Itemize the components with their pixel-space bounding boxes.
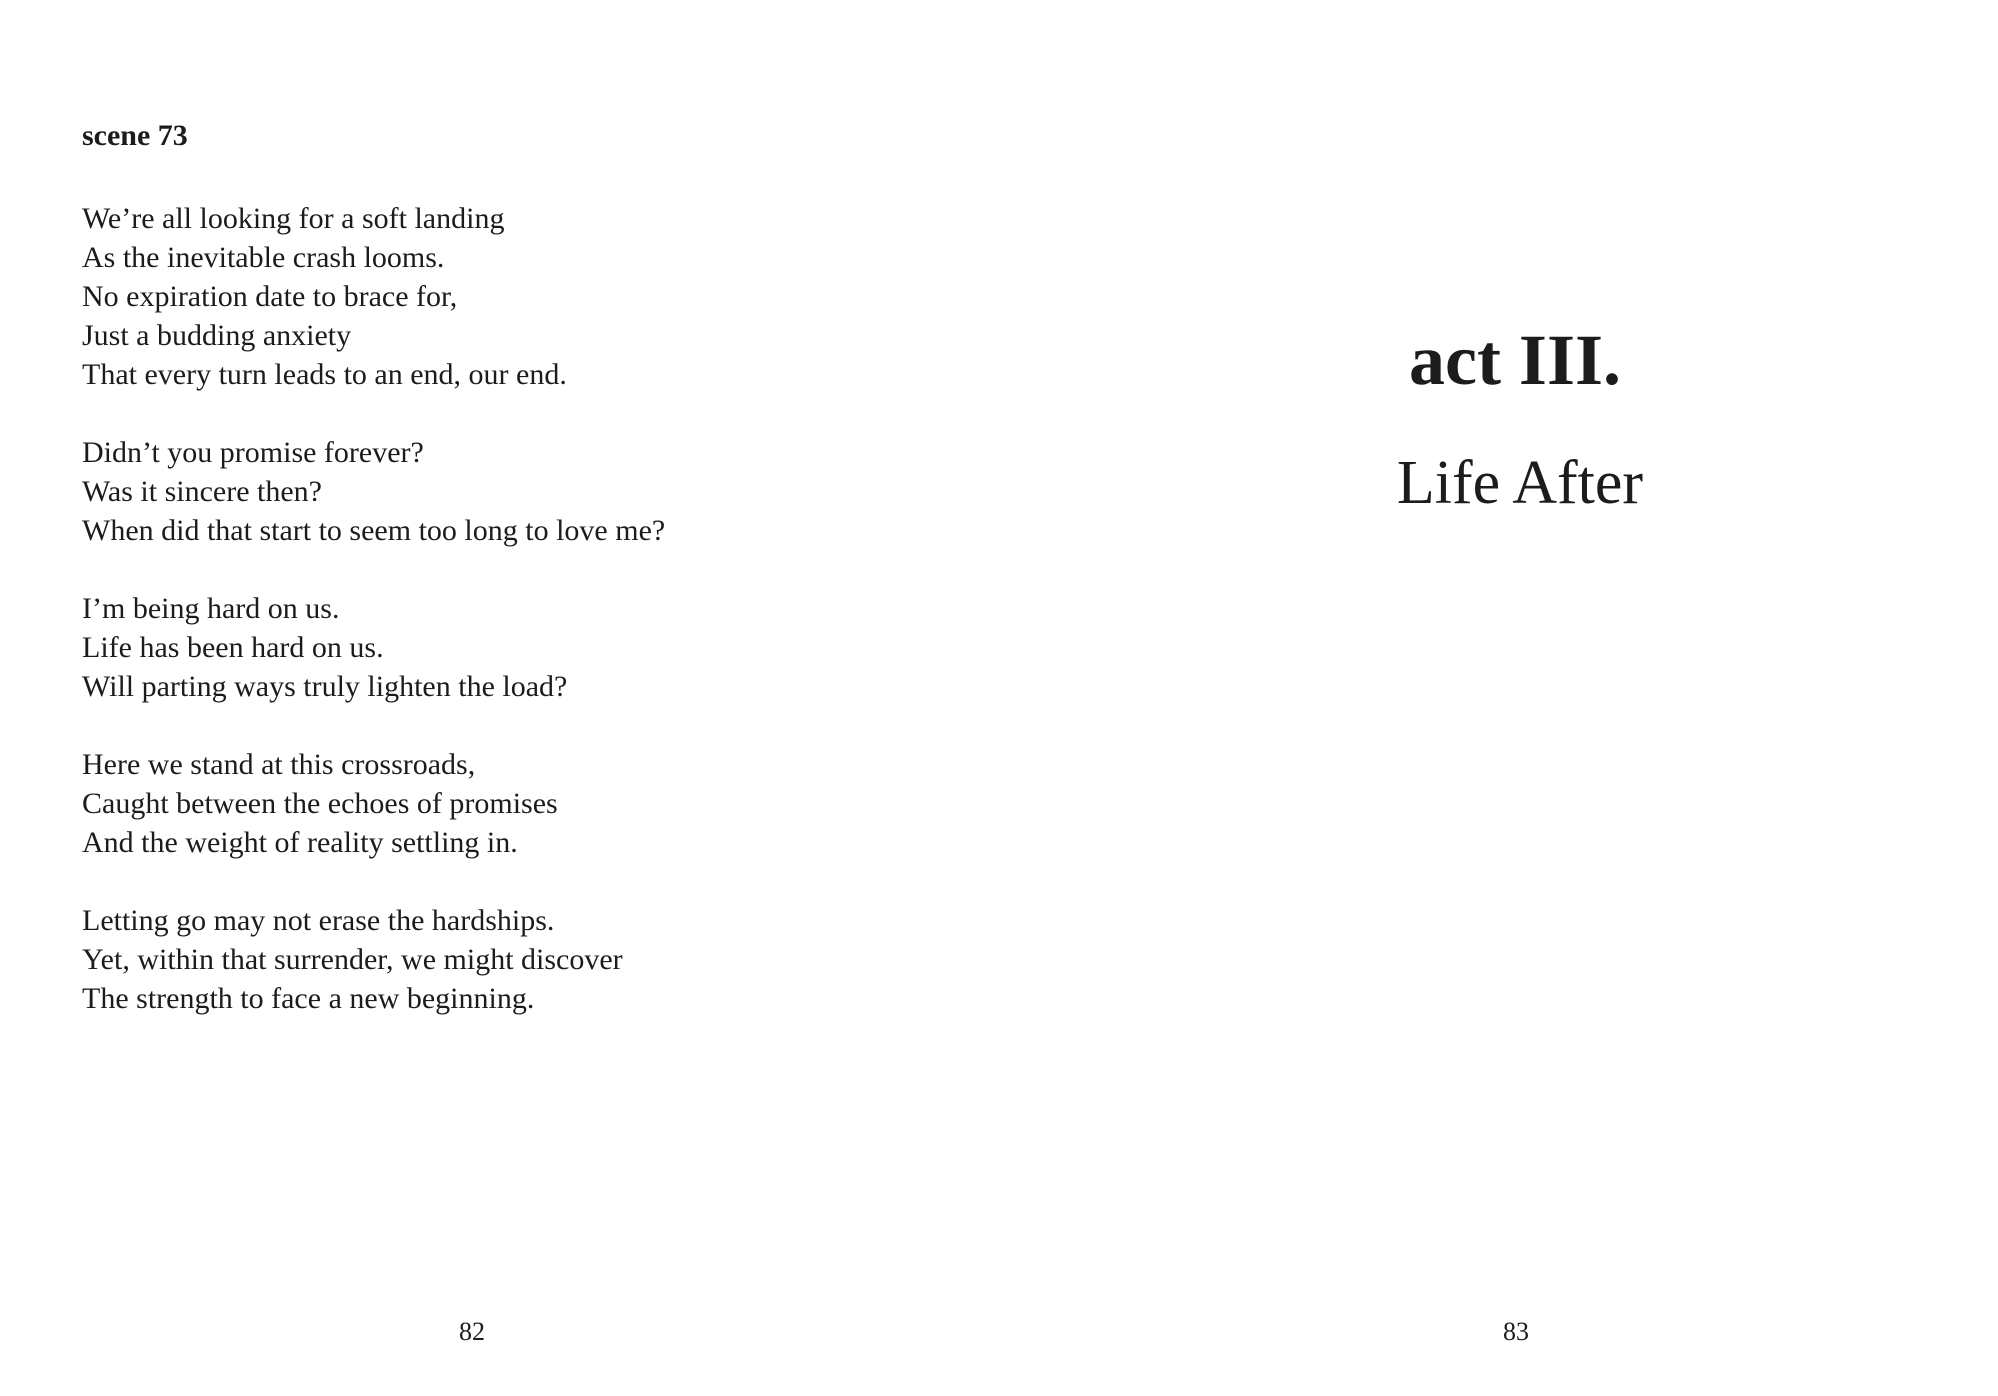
poem-line: Letting go may not erase the hardships. [82,904,555,937]
stanza-4 [82,745,665,862]
poem-line: Didn’t you promise forever? [82,436,424,469]
right-page [999,0,1998,1396]
page-number-right: 83 [1503,1317,1529,1346]
act-subtitle: Life After [1396,449,1644,517]
poem-line: When did that start to seem too long to love me? [82,514,666,547]
poem-line: I’m being hard on us. [82,592,340,625]
poem-line: Here we stand at this crossroads, [82,748,476,781]
poem-title: scene 73 [82,119,188,152]
stanza-1 [82,199,665,394]
poem-line: Caught between the echoes of promises [82,787,558,820]
poem-line: No expiration date to brace for, [82,280,458,313]
poem-line: The strength to face a new beginning. [82,982,535,1015]
poem-line: Just a budding anxiety [82,319,352,352]
poem-body [82,199,665,1018]
poem-line: We’re all looking for a soft landing [82,202,505,235]
poem-line: As the inevitable crash looms. [82,241,445,274]
stanza-2 [82,433,665,550]
poem-line: Will parting ways truly lighten the load? [82,670,568,703]
stanza-3 [82,589,665,706]
page-number-left: 82 [459,1317,485,1346]
poem-line: Was it sincere then? [82,475,322,508]
poem-line: That every turn leads to an end, our end. [82,358,567,391]
poem-line: Yet, within that surrender, we might discover [82,943,623,976]
poem-line: And the weight of reality settling in. [82,826,518,859]
poem-line: Life has been hard on us. [82,631,384,664]
stanza-5 [82,901,665,1018]
act-title: act III. [1409,320,1621,400]
